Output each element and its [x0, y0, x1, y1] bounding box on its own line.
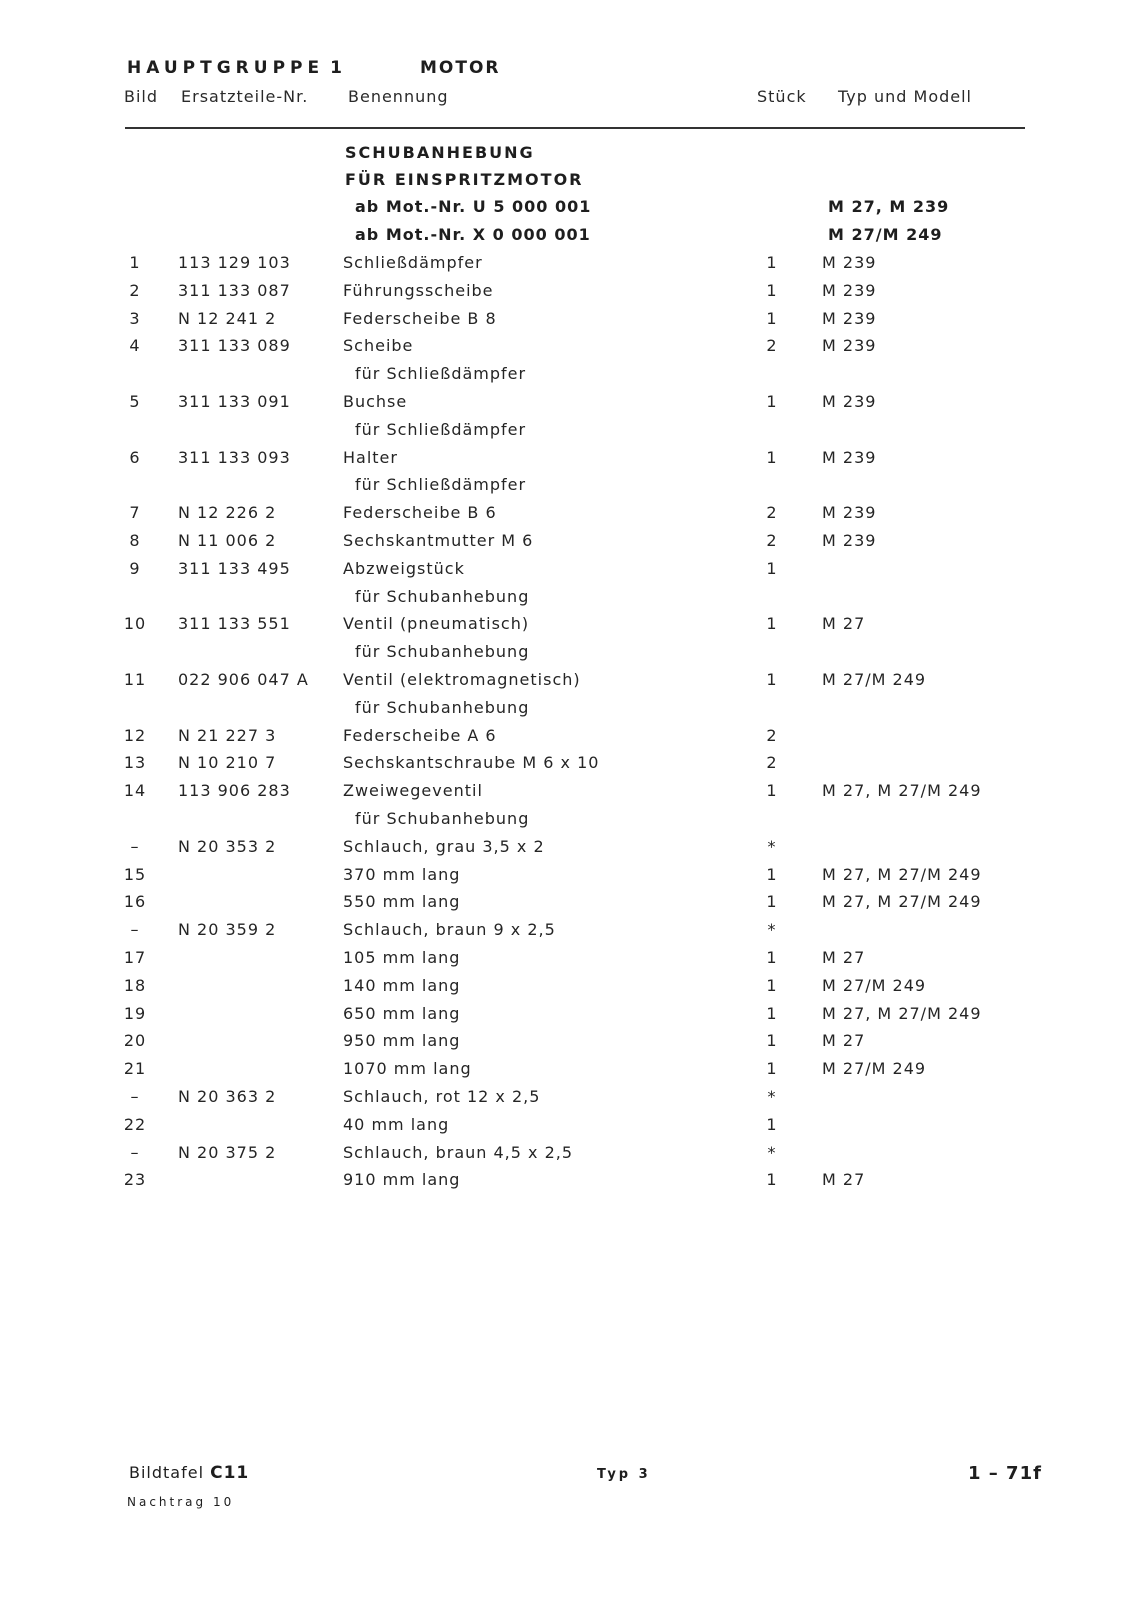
table-row — [0, 475, 1139, 503]
cell-typ-modell: M 27, M 27/M 249 — [822, 781, 982, 801]
table-row — [0, 448, 1139, 476]
cell-stueck: 2 — [766, 725, 778, 745]
cell-ersatzteil-nr: 311 133 091 — [178, 392, 291, 411]
table-row — [0, 309, 1139, 337]
cell-benennung: Buchse — [343, 392, 408, 411]
cell-bild: 16 — [123, 892, 147, 912]
table-row — [0, 753, 1139, 781]
hauptgruppe-number: 1 — [330, 58, 342, 78]
page-number: 1 – 71f — [968, 1463, 1042, 1484]
cell-stueck: 1 — [766, 1170, 778, 1190]
table-row — [0, 1004, 1139, 1032]
cell-ersatzteil-nr: 311 133 087 — [178, 280, 291, 300]
cell-stueck: 1 — [766, 1003, 778, 1023]
cell-bild: 14 — [123, 781, 147, 801]
cell-bild: 9 — [129, 558, 141, 578]
cell-ersatzteil-nr: N 20 353 2 — [178, 836, 277, 856]
cell-benennung: für Schließdämpfer — [355, 475, 527, 495]
cell-stueck: 2 — [766, 531, 778, 550]
cell-benennung: Schließdämpfer — [343, 253, 483, 272]
cell-typ-modell: M 239 — [822, 447, 877, 467]
section-ab-motor-2: ab Mot.-Nr. X 0 000 001 — [355, 225, 591, 244]
cell-benennung: Federscheibe B 8 — [343, 308, 497, 328]
bildtafel-code: C11 — [210, 1463, 250, 1483]
cell-bild: 21 — [123, 1059, 147, 1079]
table-row — [0, 976, 1139, 1004]
cell-stueck: 1 — [766, 614, 778, 634]
cell-bild: 4 — [129, 336, 141, 356]
table-row — [0, 1031, 1139, 1059]
cell-ersatzteil-nr: 022 906 047 A — [178, 670, 309, 689]
cell-bild: 10 — [123, 614, 147, 634]
cell-benennung: Schlauch, braun 4,5 x 2,5 — [343, 1142, 574, 1162]
footer-typ: Typ 3 — [597, 1467, 651, 1482]
cell-stueck: 1 — [766, 892, 778, 912]
cell-stueck: 1 — [766, 1114, 778, 1134]
cell-stueck: 1 — [766, 1031, 778, 1051]
section-ab-motor-1-typ: M 27, M 239 — [828, 197, 950, 216]
cell-bild: – — [130, 1142, 140, 1162]
table-row — [0, 503, 1139, 531]
cell-benennung: 950 mm lang — [343, 1031, 461, 1051]
table-row — [0, 364, 1139, 392]
col-header-typ: Typ und Modell — [838, 87, 972, 106]
cell-bild: 5 — [129, 392, 141, 411]
cell-typ-modell: M 239 — [822, 392, 877, 411]
table-row — [0, 948, 1139, 976]
cell-bild: 13 — [123, 753, 147, 773]
table-row — [0, 920, 1139, 948]
table-row — [0, 670, 1139, 698]
cell-benennung: für Schließdämpfer — [355, 364, 527, 384]
cell-typ-modell: M 27, M 27/M 249 — [822, 892, 982, 912]
table-row — [0, 336, 1139, 364]
cell-stueck: 1 — [766, 392, 778, 411]
cell-benennung: für Schließdämpfer — [355, 419, 527, 439]
col-header-bild: Bild — [124, 87, 159, 106]
table-row — [0, 726, 1139, 754]
cell-bild: 8 — [129, 531, 141, 550]
col-header-benennung: Benennung — [348, 87, 449, 106]
cell-typ-modell: M 239 — [822, 253, 877, 272]
cell-benennung: Federscheibe B 6 — [343, 503, 497, 523]
table-row — [0, 392, 1139, 420]
cell-benennung: Sechskantmutter M 6 — [343, 531, 534, 550]
cell-bild: 7 — [129, 503, 141, 523]
cell-benennung: für Schubanhebung — [355, 642, 530, 662]
cell-stueck: 1 — [766, 558, 778, 578]
cell-benennung: Halter — [343, 447, 398, 467]
cell-bild: 17 — [123, 948, 147, 967]
cell-benennung: 1070 mm lang — [343, 1059, 472, 1079]
cell-typ-modell: M 239 — [822, 503, 877, 523]
cell-stueck: 1 — [766, 253, 778, 272]
cell-stueck: 1 — [766, 948, 778, 967]
table-row — [0, 1087, 1139, 1115]
cell-ersatzteil-nr: N 20 359 2 — [178, 920, 277, 940]
cell-benennung: Schlauch, grau 3,5 x 2 — [343, 836, 545, 856]
cell-benennung: Schlauch, braun 9 x 2,5 — [343, 920, 556, 940]
cell-bild: 11 — [123, 670, 147, 689]
cell-typ-modell: M 27, M 27/M 249 — [822, 1003, 982, 1023]
cell-typ-modell: M 27/M 249 — [822, 1059, 927, 1079]
table-row — [0, 587, 1139, 615]
table-row — [0, 559, 1139, 587]
section-ab-motor-2-typ: M 27/M 249 — [828, 225, 943, 244]
cell-benennung: 105 mm lang — [343, 948, 461, 967]
cell-typ-modell: M 27 — [822, 1170, 866, 1190]
cell-benennung: 140 mm lang — [343, 975, 461, 995]
cell-bild: – — [130, 836, 140, 856]
cell-stueck: 2 — [766, 503, 778, 523]
cell-bild: 15 — [123, 864, 147, 884]
cell-typ-modell: M 239 — [822, 308, 877, 328]
cell-bild: 22 — [123, 1114, 147, 1134]
col-header-stueck: Stück — [757, 87, 807, 106]
cell-bild: 6 — [129, 447, 141, 467]
table-row — [0, 1059, 1139, 1087]
cell-benennung: Federscheibe A 6 — [343, 725, 497, 745]
cell-ersatzteil-nr: N 12 226 2 — [178, 503, 277, 523]
cell-typ-modell: M 27, M 27/M 249 — [822, 864, 982, 884]
cell-ersatzteil-nr: N 10 210 7 — [178, 753, 277, 773]
cell-typ-modell: M 27/M 249 — [822, 975, 927, 995]
cell-ersatzteil-nr: N 20 375 2 — [178, 1142, 277, 1162]
cell-bild: 19 — [123, 1003, 147, 1023]
cell-benennung: Ventil (pneumatisch) — [343, 614, 530, 634]
table-row — [0, 614, 1139, 642]
cell-ersatzteil-nr: N 21 227 3 — [178, 725, 277, 745]
cell-stueck: 1 — [766, 781, 778, 801]
table-row — [0, 531, 1139, 559]
table-row — [0, 1115, 1139, 1143]
cell-ersatzteil-nr: 311 133 495 — [178, 558, 291, 578]
cell-stueck: * — [767, 1087, 777, 1106]
cell-benennung: Schlauch, rot 12 x 2,5 — [343, 1087, 541, 1106]
cell-stueck: 1 — [766, 447, 778, 467]
cell-ersatzteil-nr: N 12 241 2 — [178, 308, 277, 328]
cell-benennung: 910 mm lang — [343, 1170, 461, 1190]
cell-benennung: für Schubanhebung — [355, 697, 530, 717]
cell-ersatzteil-nr: N 11 006 2 — [178, 531, 277, 550]
header-rule — [125, 127, 1025, 129]
cell-benennung: für Schubanhebung — [355, 586, 530, 606]
table-row — [0, 253, 1139, 281]
cell-stueck: 2 — [766, 753, 778, 773]
cell-bild: 12 — [123, 725, 147, 745]
cell-stueck: 1 — [766, 670, 778, 689]
cell-benennung: Ventil (elektromagnetisch) — [343, 670, 581, 689]
nachtrag: Nachtrag 10 — [127, 1495, 235, 1509]
bildtafel — [129, 1463, 249, 1483]
cell-stueck: 2 — [766, 336, 778, 356]
table-row — [0, 865, 1139, 893]
cell-stueck: 1 — [766, 864, 778, 884]
cell-stueck: * — [767, 836, 777, 856]
table-row — [0, 837, 1139, 865]
group-name: MOTOR — [420, 58, 501, 78]
col-header-nr: Ersatzteile-Nr. — [181, 87, 309, 106]
table-row — [0, 809, 1139, 837]
cell-typ-modell: M 27 — [822, 948, 866, 967]
cell-stueck: 1 — [766, 1059, 778, 1079]
cell-benennung: für Schubanhebung — [355, 809, 530, 828]
cell-stueck: * — [767, 920, 777, 940]
cell-typ-modell: M 239 — [822, 280, 877, 300]
cell-bild: 2 — [129, 280, 141, 300]
section-title: SCHUBANHEBUNG — [345, 143, 535, 162]
cell-ersatzteil-nr: 311 133 551 — [178, 614, 291, 634]
cell-benennung: Sechskantschraube M 6 x 10 — [343, 753, 600, 773]
bildtafel-label: Bildtafel — [129, 1463, 205, 1482]
cell-benennung: 370 mm lang — [343, 864, 461, 884]
cell-typ-modell: M 239 — [822, 336, 877, 356]
cell-typ-modell: M 239 — [822, 531, 877, 550]
cell-benennung: Abzweigstück — [343, 558, 465, 578]
cell-benennung: 650 mm lang — [343, 1003, 461, 1023]
cell-typ-modell: M 27/M 249 — [822, 670, 927, 689]
cell-benennung: Führungsscheibe — [343, 280, 494, 300]
cell-stueck: 1 — [766, 280, 778, 300]
cell-bild: 1 — [129, 253, 141, 272]
cell-ersatzteil-nr: N 20 363 2 — [178, 1087, 277, 1106]
table-row — [0, 781, 1139, 809]
table-row — [0, 698, 1139, 726]
table-row — [0, 642, 1139, 670]
cell-bild: 23 — [123, 1170, 147, 1190]
table-row — [0, 892, 1139, 920]
cell-stueck: 1 — [766, 975, 778, 995]
cell-bild: 18 — [123, 975, 147, 995]
cell-benennung: Zweiwegeventil — [343, 781, 483, 801]
cell-typ-modell: M 27 — [822, 1031, 866, 1051]
cell-bild: 20 — [123, 1031, 147, 1051]
section-subtitle: FÜR EINSPRITZMOTOR — [345, 170, 584, 189]
table-row — [0, 420, 1139, 448]
cell-ersatzteil-nr: 113 129 103 — [178, 253, 291, 272]
cell-bild: 3 — [129, 308, 141, 328]
table-row — [0, 1170, 1139, 1198]
table-row — [0, 1143, 1139, 1171]
section-ab-motor-1: ab Mot.-Nr. U 5 000 001 — [355, 197, 592, 216]
cell-bild: – — [130, 920, 140, 940]
cell-benennung: Scheibe — [343, 336, 414, 356]
cell-stueck: 1 — [766, 308, 778, 328]
cell-benennung: 40 mm lang — [343, 1114, 450, 1134]
table-row — [0, 281, 1139, 309]
hauptgruppe-label: HAUPTGRUPPE — [127, 58, 325, 78]
cell-typ-modell: M 27 — [822, 614, 866, 634]
cell-ersatzteil-nr: 311 133 093 — [178, 447, 291, 467]
cell-ersatzteil-nr: 113 906 283 — [178, 781, 291, 801]
cell-stueck: * — [767, 1142, 777, 1162]
cell-ersatzteil-nr: 311 133 089 — [178, 336, 291, 356]
cell-bild: – — [130, 1087, 140, 1106]
cell-benennung: 550 mm lang — [343, 892, 461, 912]
hauptgruppe-title — [127, 58, 342, 78]
